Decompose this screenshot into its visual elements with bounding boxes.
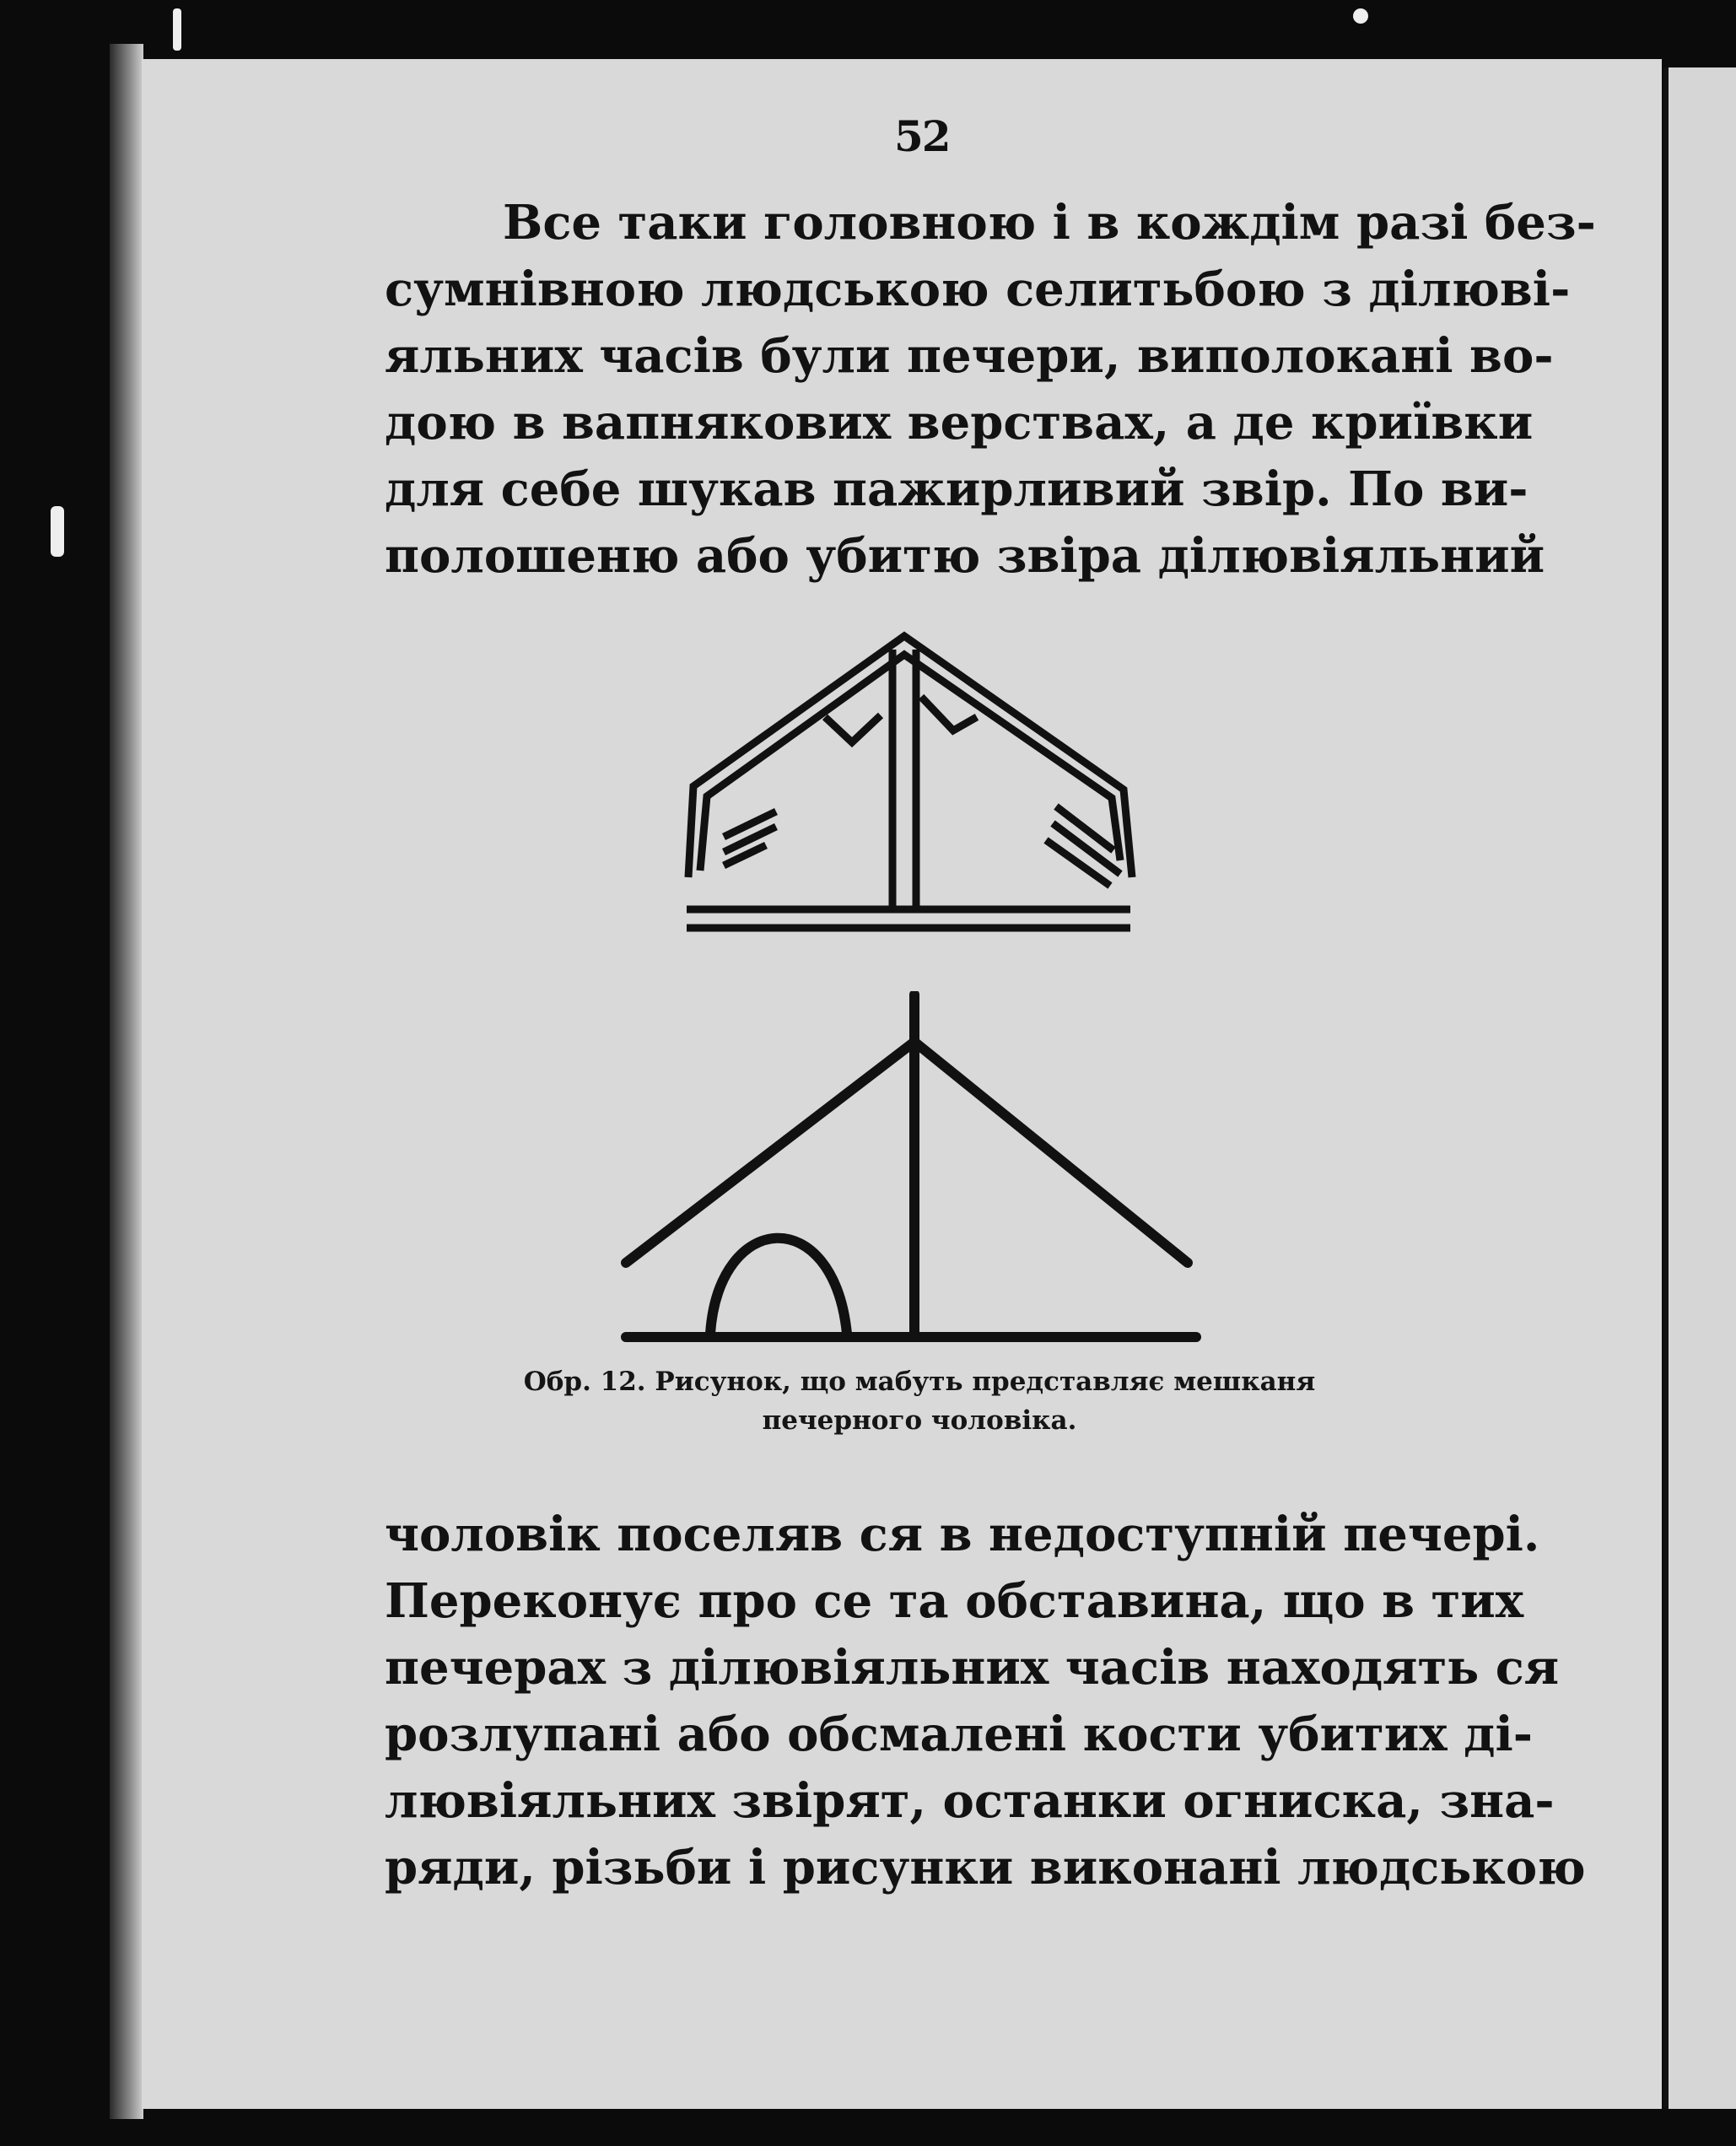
book-gutter (110, 44, 143, 2119)
text-line: яльних часів були печери, виполокані во- (385, 328, 1554, 384)
caption-line: Обр. 12. Рисунок, що мабуть представляє мешканя (523, 1367, 1316, 1397)
adjacent-page-edge (1663, 67, 1736, 2109)
text-line: лювіяльних звірят, останки огниска, зна- (385, 1773, 1555, 1829)
text-line: дою в вапнякових верствах, а де криївки (385, 395, 1534, 450)
text-line: сумнівною людською селитьбою з ділюві- (385, 262, 1571, 317)
figure-cave-drawing (614, 991, 1205, 1345)
figure-caption (447, 1362, 1392, 1440)
text-line: розлупані або обсмалені кости убитих ді- (385, 1707, 1534, 1762)
figure-house-drawing (675, 624, 1147, 936)
scan-speck (173, 8, 181, 51)
scan-speck (51, 506, 64, 557)
text-line: Все таки головною і в кождім разі без- (503, 195, 1596, 251)
text-line: для себе шукав пажирливий звір. По ви- (385, 461, 1528, 517)
text-line: ряди, різьби і рисунки виконані людською (385, 1840, 1586, 1895)
text-line: Переконує про се та обставина, що в тих (385, 1573, 1524, 1629)
text-line: полошеню або убитю звіра ділювіяльний (385, 528, 1545, 584)
text-line: печерах з ділювіяльних часів находять ся (385, 1640, 1560, 1696)
text-line: чоловік поселяв ся в недоступній печері. (385, 1507, 1540, 1562)
scan-speck (1353, 8, 1368, 24)
page-number: 52 (894, 111, 950, 161)
paragraph-top (385, 190, 1596, 590)
caption-line: печерного чоловіка. (762, 1405, 1077, 1436)
paragraph-bottom (385, 1502, 1586, 1901)
